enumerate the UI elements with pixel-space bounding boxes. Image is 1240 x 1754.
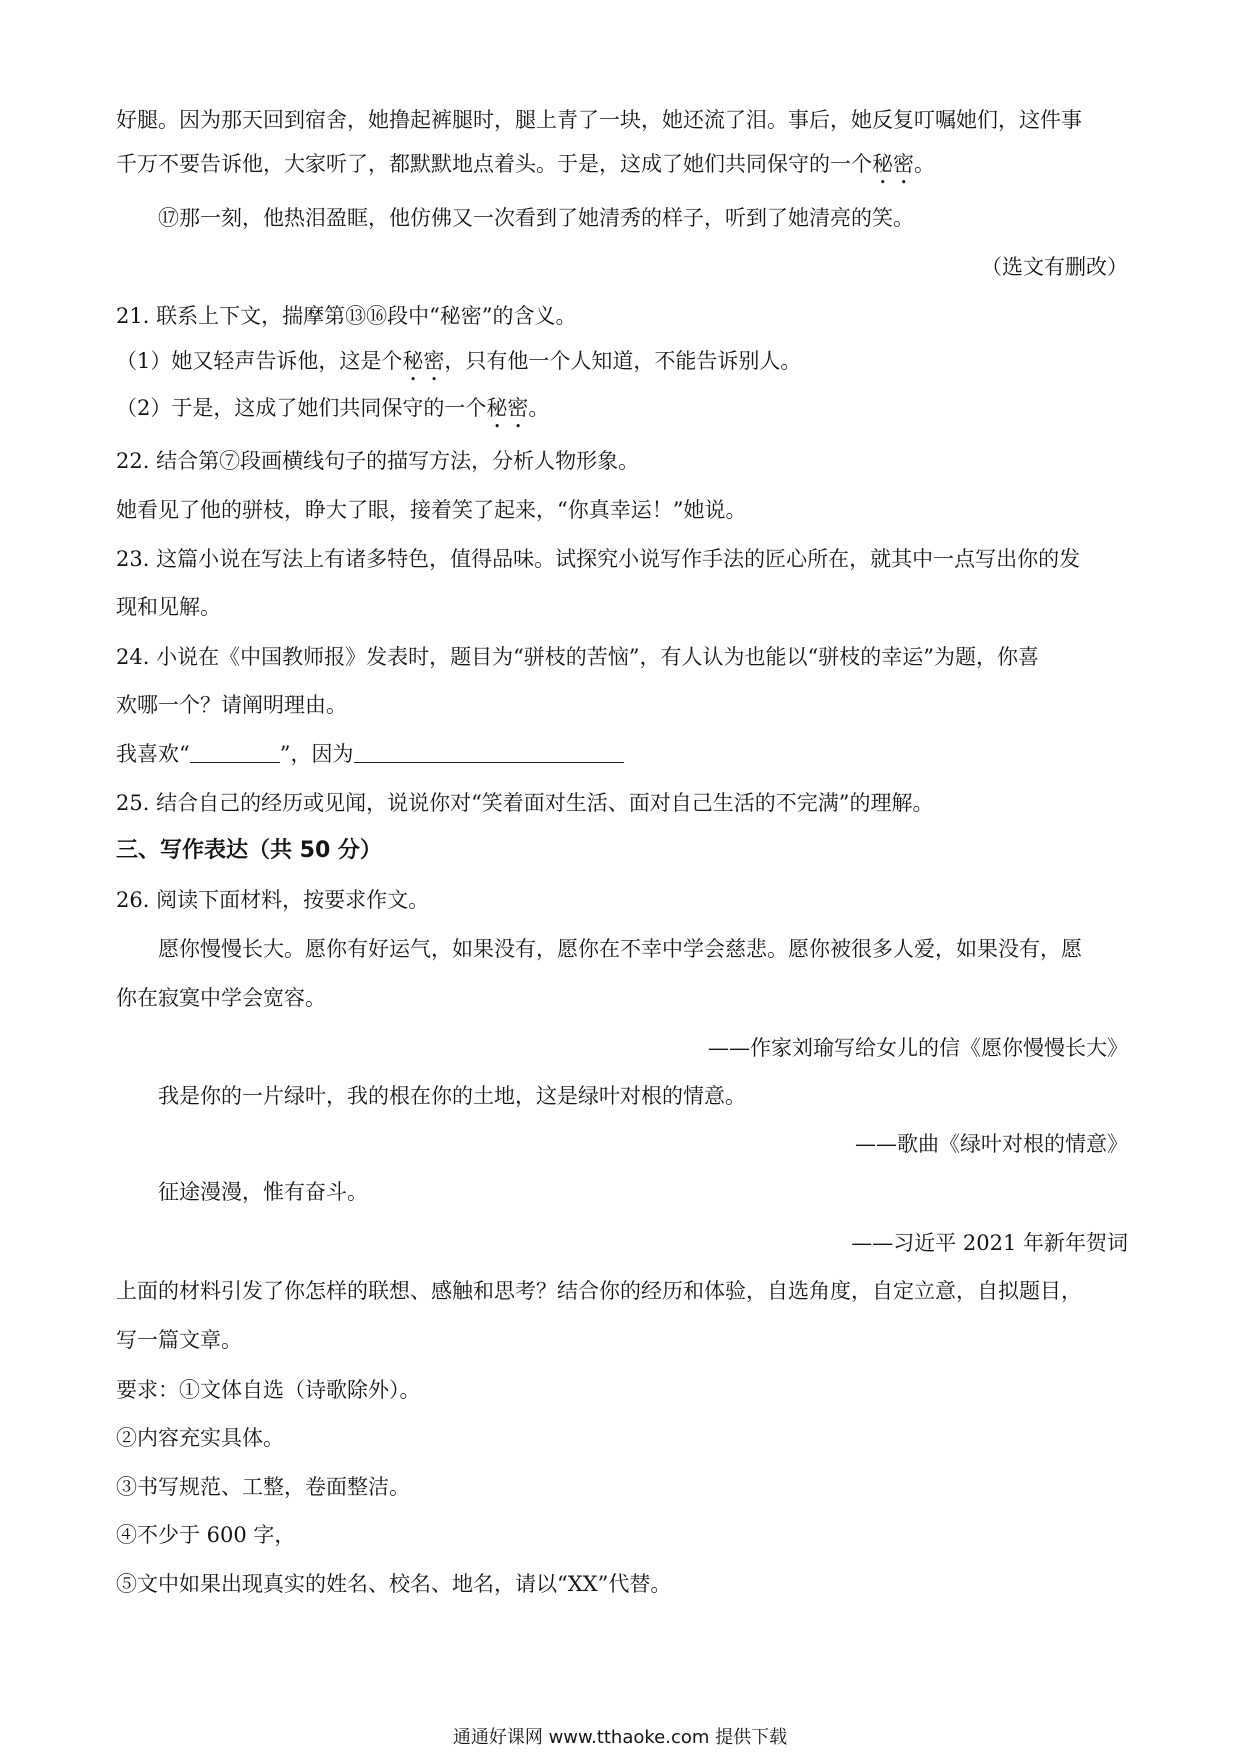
question-24: 24. 小说在《中国教师报》发表时，题目为“骈枝的苦恼”，有人认为也能以“骈枝的幸运”为题，你喜	[116, 645, 1040, 669]
text: 我喜欢“	[116, 742, 190, 766]
requirement-1: 要求：①文体自选（诗歌除外）。	[116, 1378, 421, 1402]
passage-line: 好腿。因为那天回到宿舍，她撸起裤腿时，腿上青了一块，她还流了泪。事后，她反复叮嘱她们，这件事	[116, 108, 1082, 132]
prompt: 上面的材料引发了你怎样的联想、感触和思考？结合你的经历和体验，自选角度，自定立意，自拟题目，	[116, 1279, 1082, 1303]
question-26: 26. 阅读下面材料，按要求作文。	[116, 888, 430, 912]
prompt-cont: 写一篇文章。	[116, 1328, 242, 1352]
text: （2）于是，这成了她们共同保守的一个	[116, 396, 487, 420]
question-24-answer	[116, 740, 1124, 768]
question-23-cont: 现和见解。	[116, 595, 221, 619]
material-1-cont: 你在寂寞中学会宽容。	[116, 986, 326, 1010]
answer-blank[interactable]	[354, 742, 624, 763]
emphasized-text: 秘密	[402, 349, 445, 373]
question-21-1	[116, 347, 1124, 386]
text: 。	[914, 152, 935, 176]
emphasized-text: 秘密	[872, 152, 914, 176]
passage-line	[116, 150, 1124, 189]
question-22-quote: 她看见了他的骈枝，睁大了眼，接着笑了起来，“你真幸运！”她说。	[116, 498, 747, 522]
question-23: 23. 这篇小说在写法上有诸多特色，值得品味。试探究小说写作手法的匠心所在，就其中一点写出你的发	[116, 547, 1081, 571]
paragraph-17: ⑰那一刻，他热泪盈眶，他仿佛又一次看到了她清秀的样子，听到了她清亮的笑。	[158, 206, 914, 230]
material-1-source: ——作家刘瑜写给女儿的信《愿你慢慢长大》	[708, 1036, 1128, 1060]
requirement-5: ⑤文中如果出现真实的姓名、校名、地名，请以“XX”代替。	[116, 1572, 672, 1596]
text: 千万不要告诉他，大家听了，都默默地点着头。于是，这成了她们共同保守的一个	[116, 152, 872, 176]
requirement-3: ③书写规范、工整，卷面整洁。	[116, 1475, 410, 1499]
question-21: 21. 联系上下文，揣摩第⑬⑯段中“秘密”的含义。	[116, 304, 577, 328]
text: （1）她又轻声告诉他，这是个	[116, 349, 403, 373]
source-note: （选文有删改）	[981, 255, 1128, 279]
question-24-cont: 欢哪一个？请阐明理由。	[116, 693, 347, 717]
material-3-source: ——习近平 2021 年新年贺词	[851, 1231, 1128, 1255]
material-2: 我是你的一片绿叶，我的根在你的土地，这是绿叶对根的情意。	[158, 1084, 746, 1108]
footer-watermark: 通通好课网 www.tthaoke.com 提供下载	[452, 1727, 788, 1748]
material-3: 征途漫漫，惟有奋斗。	[158, 1180, 368, 1204]
answer-blank[interactable]	[190, 742, 280, 763]
text: ”，因为	[279, 742, 354, 766]
text: ，只有他一个人知道，不能告诉别人。	[444, 349, 802, 373]
requirement-2: ②内容充实具体。	[116, 1426, 284, 1450]
section-heading: 三、写作表达（共 50 分）	[116, 838, 382, 863]
requirement-4: ④不少于 600 字，	[116, 1523, 296, 1547]
material-1: 愿你慢慢长大。愿你有好运气，如果没有，愿你在不幸中学会慈悲。愿你被很多人爱，如果没有，愿	[158, 937, 1082, 961]
emphasized-text: 秘密	[486, 396, 529, 420]
question-25: 25. 结合自己的经历或见闻，说说你对“笑着面对生活、面对自己生活的不完满”的理解。	[116, 791, 934, 815]
question-22: 22. 结合第⑦段画横线句子的描写方法，分析人物形象。	[116, 449, 640, 473]
question-21-2	[116, 394, 1124, 433]
material-2-source: ——歌曲《绿叶对根的情意》	[855, 1132, 1128, 1156]
text: 。	[528, 396, 550, 420]
